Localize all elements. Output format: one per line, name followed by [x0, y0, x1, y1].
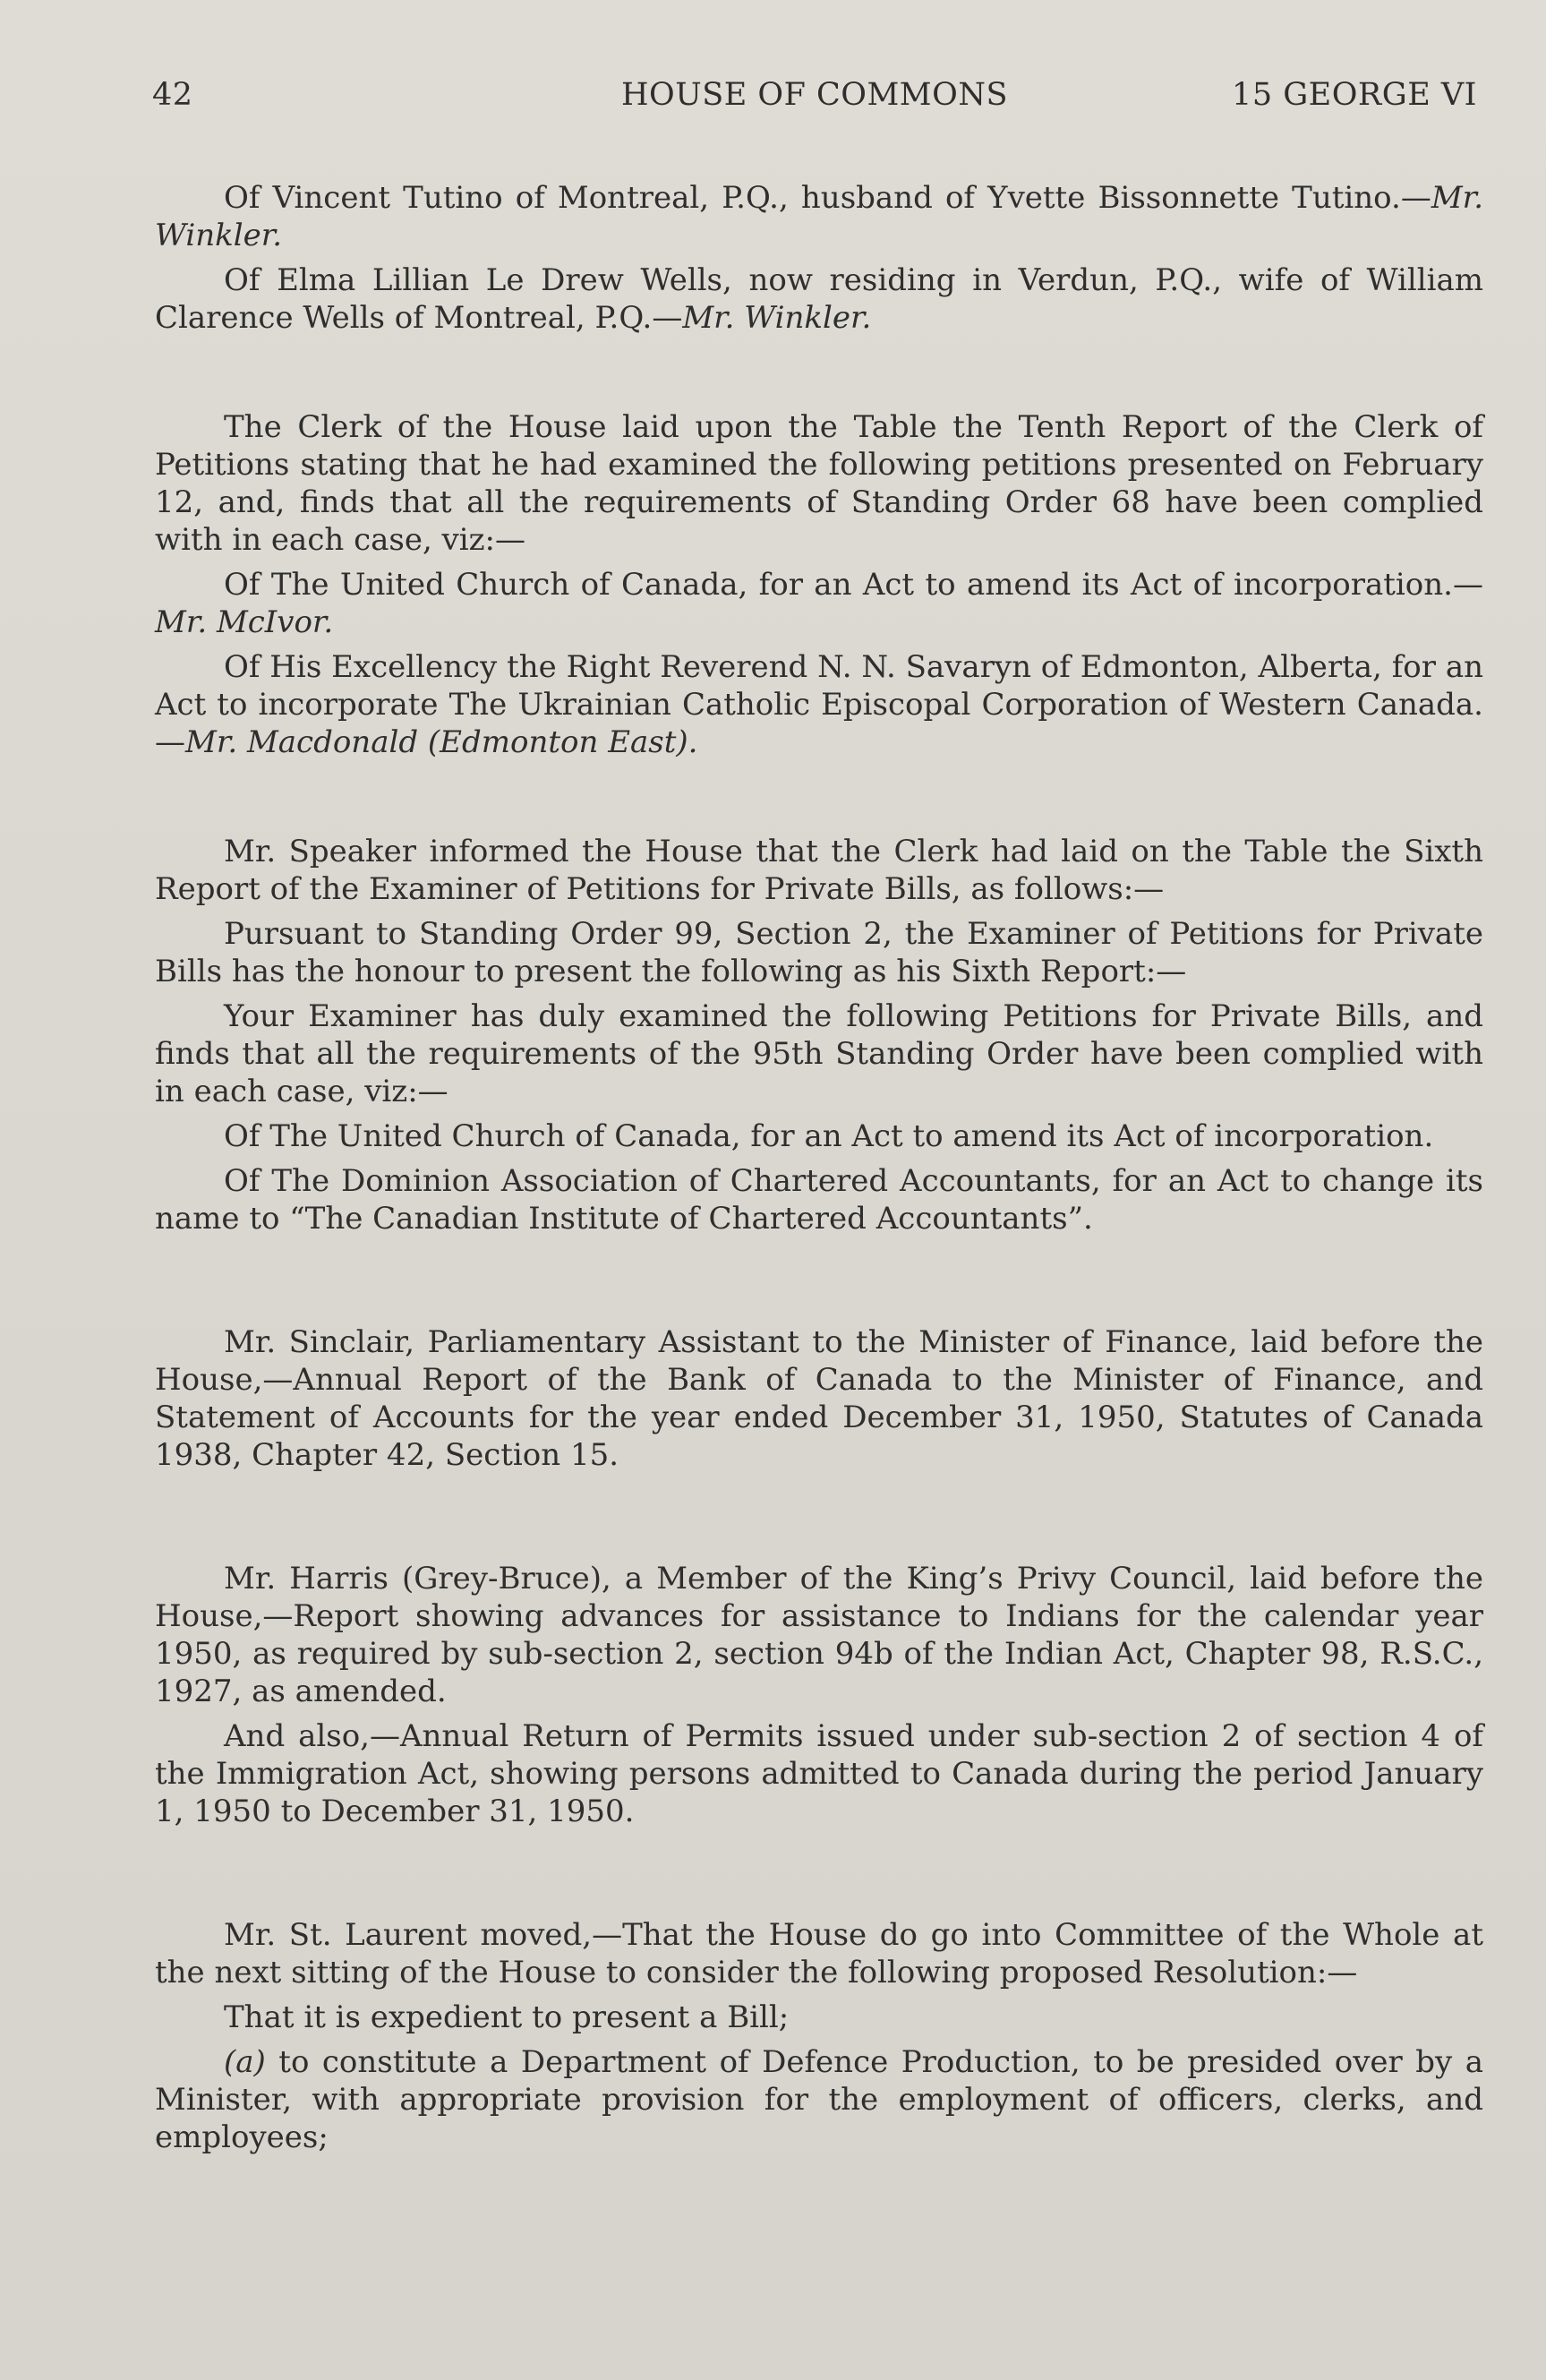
defence-production-resolution-section: [155, 1916, 1483, 2156]
clause-label: (a): [224, 2044, 266, 2080]
regnal-year: 15 GEORGE VI: [1232, 77, 1477, 113]
paragraph: [155, 648, 1483, 761]
paragraph-text: Mr. St. Laurent moved,—That the House do go into Committee of the Whole at the next sitting of the House to consider the following proposed Resolution:—: [155, 1917, 1483, 1990]
paragraph: [155, 1117, 1483, 1155]
paragraph: [155, 2043, 1483, 2156]
member-name: Mr. McIvor.: [155, 604, 334, 640]
paragraph-text: Of The United Church of Canada, for an Act to amend its Act of incorporation.—: [224, 567, 1483, 603]
paragraph: [155, 1323, 1483, 1474]
paragraph: [155, 1717, 1483, 1830]
member-name: Mr. Macdonald (Edmonton East).: [185, 724, 698, 760]
paragraph: [155, 1999, 1483, 2036]
paragraph: [155, 915, 1483, 990]
examiner-report-section: [155, 833, 1483, 1237]
member-name: Mr. Winkler.: [682, 300, 872, 336]
paragraph: [155, 1916, 1483, 1991]
paragraph: [155, 833, 1483, 908]
page-body: [155, 179, 1483, 2163]
paragraph: [155, 261, 1483, 337]
paragraph-text: Of Vincent Tutino of Montreal, P.Q., husband of Yvette Bissonnette Tutino.—: [224, 180, 1431, 216]
paragraph-text: Mr. Harris (Grey-Bruce), a Member of the King’s Privy Council, laid before the House,—Report showing advances for assistance to Indians for the calendar year 1950, as required by sub-section 2, section 94b of the Indian Act, Chapter 98, R.S.C., 1927, as amended.: [155, 1561, 1483, 1709]
bank-of-canada-report-section: [155, 1323, 1483, 1474]
paragraph: [155, 1162, 1483, 1237]
page-header: [152, 77, 1477, 122]
paragraph-text: Of His Excellency the Right Reverend N. N. Savaryn of Edmonton, Alberta, for an Act to incorporate The Ukrainian Catholic Episcopal Corporation of Western Canada.—: [155, 649, 1483, 760]
clerk-report-section: [155, 408, 1483, 761]
paragraph-text: Mr. Speaker informed the House that the Clerk had laid on the Table the Sixth Report of the Examiner of Petitions for Private Bills, as follows:—: [155, 834, 1483, 907]
paragraph-text: The Clerk of the House laid upon the Table the Tenth Report of the Clerk of Petitions stating that he had examined the following petitions presented on February 12, and, finds that all the requirements of Standing Order 68 have been complied with in each case, viz:—: [155, 409, 1483, 558]
paragraph-text: Mr. Sinclair, Parliamentary Assistant to the Minister of Finance, laid before the House,—Annual Report of the Bank of Canada to the Minister of Finance, and Statement of Accounts for the year ended December 31, 1950, Statutes of Canada 1938, Chapter 42, Section 15.: [155, 1324, 1483, 1473]
member-name: Mr. Winkler.: [155, 180, 1483, 253]
paragraph-text: Pursuant to Standing Order 99, Section 2, the Examiner of Petitions for Private Bills has the honour to present the following as his Sixth Report:—: [155, 916, 1483, 989]
paragraph-text: Of Elma Lillian Le Drew Wells, now residing in Verdun, P.Q., wife of William Clarence Wells of Montreal, P.Q.—: [155, 262, 1483, 336]
paragraph-text: to constitute a Department of Defence Production, to be presided over by a Minister, with appropriate provision for the employment of officers, clerks, and employees;: [155, 2044, 1483, 2155]
paragraph: [155, 408, 1483, 559]
paragraph-text: And also,—Annual Return of Permits issued under sub-section 2 of section 4 of the Immigration Act, showing persons admitted to Canada during the period January 1, 1950 to December 31, 1950.: [155, 1718, 1483, 1829]
indian-act-report-section: [155, 1560, 1483, 1830]
paragraph: [155, 179, 1483, 254]
paragraph-text: That it is expedient to present a Bill;: [224, 1999, 790, 2035]
paragraph-text: Your Examiner has duly examined the following Petitions for Private Bills, and finds that all the requirements of the 95th Standing Order have been complied with in each case, viz:—: [155, 998, 1483, 1109]
paragraph: [155, 997, 1483, 1110]
paragraph-text: Of The Dominion Association of Chartered Accountants, for an Act to change its name to “The Canadian Institute of Chartered Accountants”.: [155, 1163, 1483, 1237]
page-number: 42: [152, 77, 193, 113]
paragraph: [155, 1560, 1483, 1710]
paragraph-text: Of The United Church of Canada, for an Act to amend its Act of incorporation.: [224, 1118, 1434, 1154]
running-title: HOUSE OF COMMONS: [621, 77, 1008, 113]
paragraph: [155, 566, 1483, 641]
petitions-divorce-section: [155, 179, 1483, 337]
